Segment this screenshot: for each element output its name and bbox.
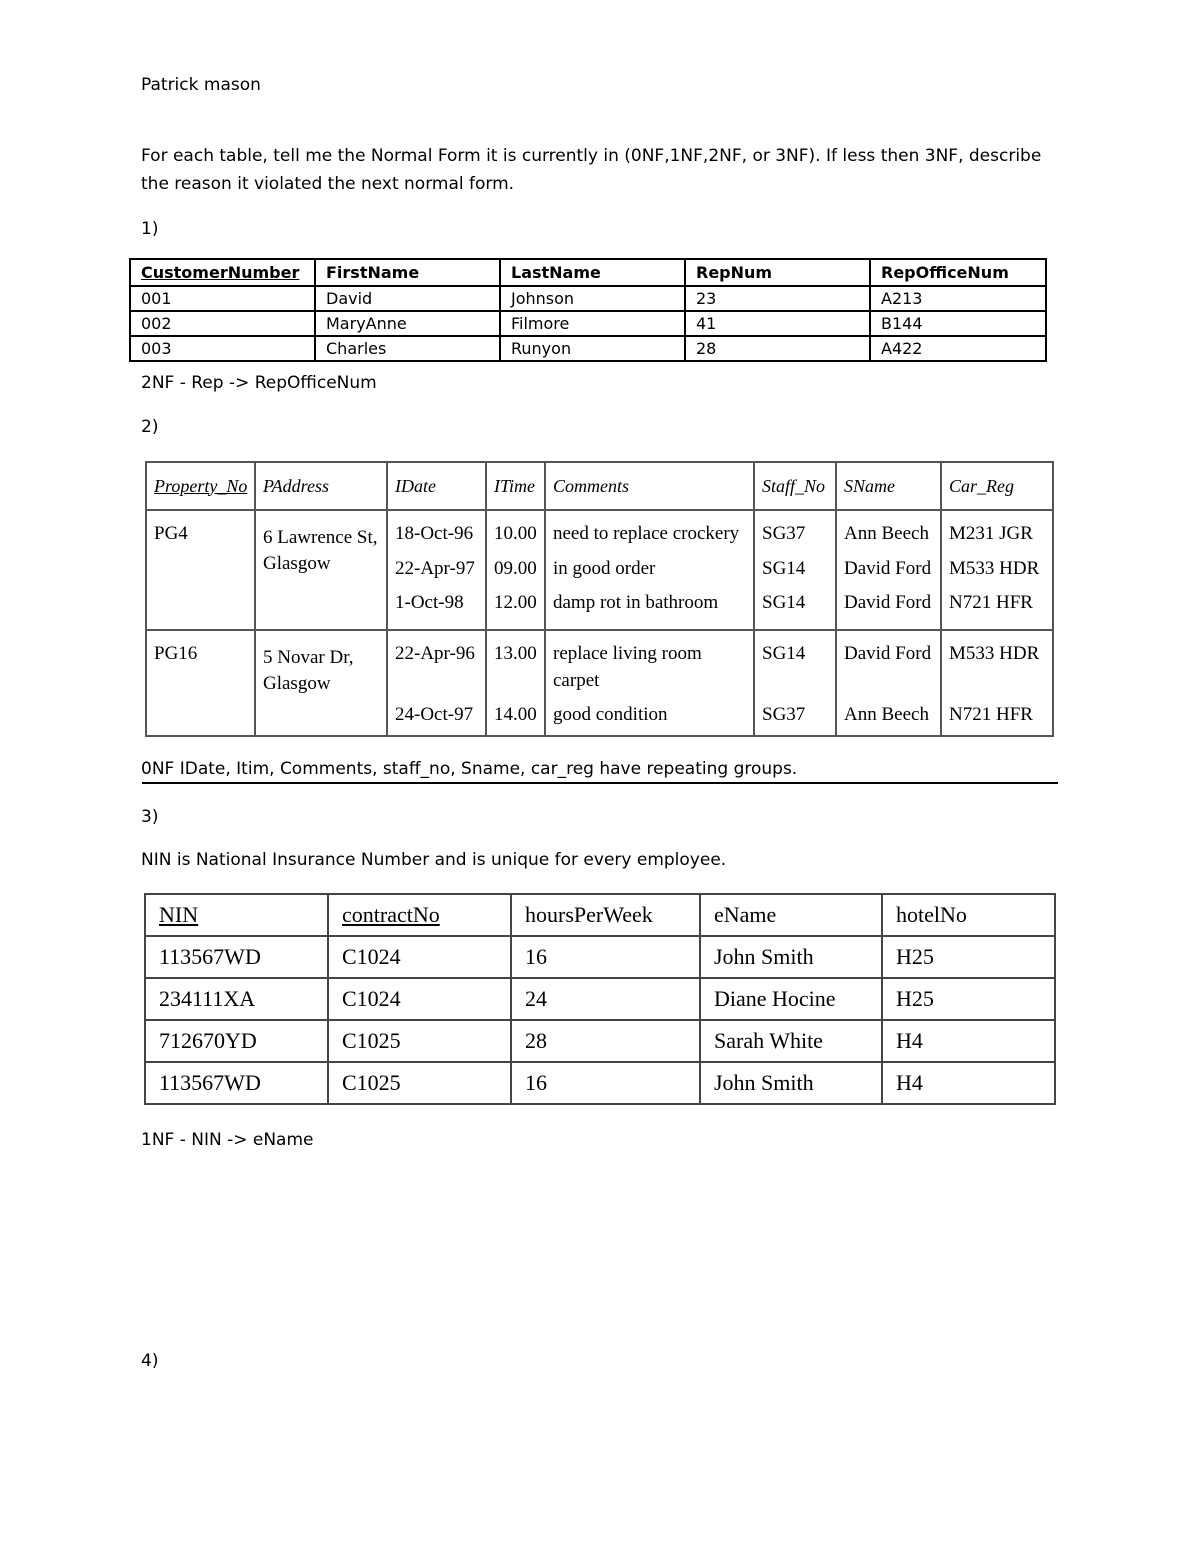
cell: 234111XA <box>145 978 328 1020</box>
header-rep-office-num: RepOfficeNum <box>870 259 1046 286</box>
cell: 16 <box>511 936 700 978</box>
cell <box>486 630 545 736</box>
cell: Runyon <box>500 336 685 361</box>
cell: 28 <box>511 1020 700 1062</box>
comment: good condition <box>553 703 668 725</box>
cell: B144 <box>870 311 1046 336</box>
cell <box>941 510 1053 630</box>
header-customer-number: CustomerNumber <box>130 259 315 286</box>
table-row <box>130 286 1046 311</box>
table-row <box>145 936 1055 978</box>
question-2-answer: 0NF IDate, Itim, Comments, staff_no, Sname, car_reg have repeating groups. <box>141 759 798 779</box>
cell: Sarah White <box>700 1020 882 1062</box>
staff-name: David Ford <box>844 643 932 664</box>
table-header-row <box>146 462 1053 510</box>
cell: MaryAnne <box>315 311 500 336</box>
cell: H4 <box>882 1062 1055 1104</box>
staff-no: SG37 <box>762 523 806 544</box>
inspection-date: 22-Apr-96 <box>395 643 475 664</box>
car-reg: N721 HFR <box>949 703 1033 725</box>
car-reg: N721 HFR <box>949 592 1033 613</box>
inspection-date: 22-Apr-97 <box>395 557 475 579</box>
table-row <box>146 510 1053 630</box>
car-reg: M533 HDR <box>949 643 1040 664</box>
cell <box>545 630 754 736</box>
header-hotel-no: hotelNo <box>882 894 1055 936</box>
cell: John Smith <box>700 1062 882 1104</box>
cell: 28 <box>685 336 870 361</box>
cell <box>836 630 941 736</box>
question-1-label: 1) <box>141 219 159 239</box>
cell: David <box>315 286 500 311</box>
header-staff-no: Staff_No <box>754 462 836 510</box>
table-row <box>130 336 1046 361</box>
cell <box>941 630 1053 736</box>
question-3-label: 3) <box>141 807 159 827</box>
cell: C1025 <box>328 1020 511 1062</box>
inspection-time: 10.00 <box>494 523 537 544</box>
cell: H4 <box>882 1020 1055 1062</box>
table-row <box>146 630 1053 736</box>
inspection-time: 12.00 <box>494 592 537 613</box>
cell: 001 <box>130 286 315 311</box>
staff-name: Ann Beech <box>844 523 929 544</box>
address-line: Glasgow <box>263 673 331 694</box>
property-no: PG4 <box>154 523 188 544</box>
car-reg: M533 HDR <box>949 557 1040 579</box>
header-ename: eName <box>700 894 882 936</box>
instructions: For each table, tell me the Normal Form it is currently in (0NF,1NF,2NF, or 3NF). If less then 3NF, describe the reason it violated the next normal form. <box>141 146 1042 194</box>
staff-name: David Ford <box>844 557 932 579</box>
header-last-name: LastName <box>500 259 685 286</box>
customer-table <box>129 258 1047 362</box>
table-row <box>145 1020 1055 1062</box>
cell: 712670YD <box>145 1020 328 1062</box>
cell: Johnson <box>500 286 685 311</box>
table-row <box>145 1062 1055 1104</box>
cell: C1025 <box>328 1062 511 1104</box>
cell <box>754 630 836 736</box>
cell <box>146 510 255 630</box>
cell: 003 <box>130 336 315 361</box>
cell: 002 <box>130 311 315 336</box>
header-contract-no: contractNo <box>328 894 511 936</box>
table-row <box>130 311 1046 336</box>
staff-name: David Ford <box>844 592 932 613</box>
address-line: 6 Lawrence St, <box>263 527 378 548</box>
inspection-date: 1-Oct-98 <box>395 592 464 613</box>
cell: A213 <box>870 286 1046 311</box>
cell <box>387 510 486 630</box>
employee-contract-table <box>144 893 1056 1105</box>
question-2-label: 2) <box>141 417 159 437</box>
cell: Filmore <box>500 311 685 336</box>
header-nin: NIN <box>145 894 328 936</box>
cell: John Smith <box>700 936 882 978</box>
table-header-row <box>145 894 1055 936</box>
table-header-row <box>130 259 1046 286</box>
cell: C1024 <box>328 936 511 978</box>
header-hours-per-week: hoursPerWeek <box>511 894 700 936</box>
staff-no: SG14 <box>762 592 806 613</box>
cell: Diane Hocine <box>700 978 882 1020</box>
property-no: PG16 <box>154 643 198 664</box>
comment: replace living room <box>553 643 702 664</box>
header-paddress: PAddress <box>255 462 387 510</box>
inspection-date: 18-Oct-96 <box>395 523 474 544</box>
staff-no: SG14 <box>762 643 806 664</box>
header-idate: IDate <box>387 462 486 510</box>
cell: H25 <box>882 978 1055 1020</box>
staff-name: Ann Beech <box>844 703 929 725</box>
comment: carpet <box>553 669 600 691</box>
header-first-name: FirstName <box>315 259 500 286</box>
question-1-answer: 2NF - Rep -> RepOfficeNum <box>141 373 377 393</box>
inspection-date: 24-Oct-97 <box>395 703 474 725</box>
cell: 41 <box>685 311 870 336</box>
cell: 113567WD <box>145 1062 328 1104</box>
cell <box>545 510 754 630</box>
header-sname: SName <box>836 462 941 510</box>
cell <box>754 510 836 630</box>
question-3-answer: 1NF - NIN -> eName <box>141 1130 314 1150</box>
cell <box>146 630 255 736</box>
comment: damp rot in bathroom <box>553 592 719 613</box>
cell: C1024 <box>328 978 511 1020</box>
cell: 24 <box>511 978 700 1020</box>
address-line: 5 Novar Dr, <box>263 647 354 668</box>
car-reg: M231 JGR <box>949 523 1033 544</box>
cell: Charles <box>315 336 500 361</box>
cell <box>486 510 545 630</box>
inspection-time: 09.00 <box>494 557 537 579</box>
inspection-time: 14.00 <box>494 703 537 725</box>
inspection-time: 13.00 <box>494 643 537 664</box>
header-rep-num: RepNum <box>685 259 870 286</box>
question-3-note: NIN is National Insurance Number and is unique for every employee. <box>141 850 727 870</box>
cell: 113567WD <box>145 936 328 978</box>
header-property-no: Property_No <box>146 462 255 510</box>
author-name: Patrick mason <box>141 75 261 95</box>
cell: H25 <box>882 936 1055 978</box>
cell: 23 <box>685 286 870 311</box>
property-inspection-table <box>145 461 1054 737</box>
address-line: Glasgow <box>263 553 331 574</box>
cell: A422 <box>870 336 1046 361</box>
cell <box>255 510 387 630</box>
table-row <box>145 978 1055 1020</box>
question-4-label: 4) <box>141 1351 159 1371</box>
cell: 16 <box>511 1062 700 1104</box>
comment: need to replace crockery <box>553 523 740 544</box>
staff-no: SG14 <box>762 557 806 579</box>
header-comments: Comments <box>545 462 754 510</box>
horizontal-rule <box>142 782 1058 784</box>
cell <box>255 630 387 736</box>
header-car-reg: Car_Reg <box>941 462 1053 510</box>
cell <box>836 510 941 630</box>
cell <box>387 630 486 736</box>
header-itime: ITime <box>486 462 545 510</box>
staff-no: SG37 <box>762 703 806 725</box>
comment: in good order <box>553 557 656 579</box>
